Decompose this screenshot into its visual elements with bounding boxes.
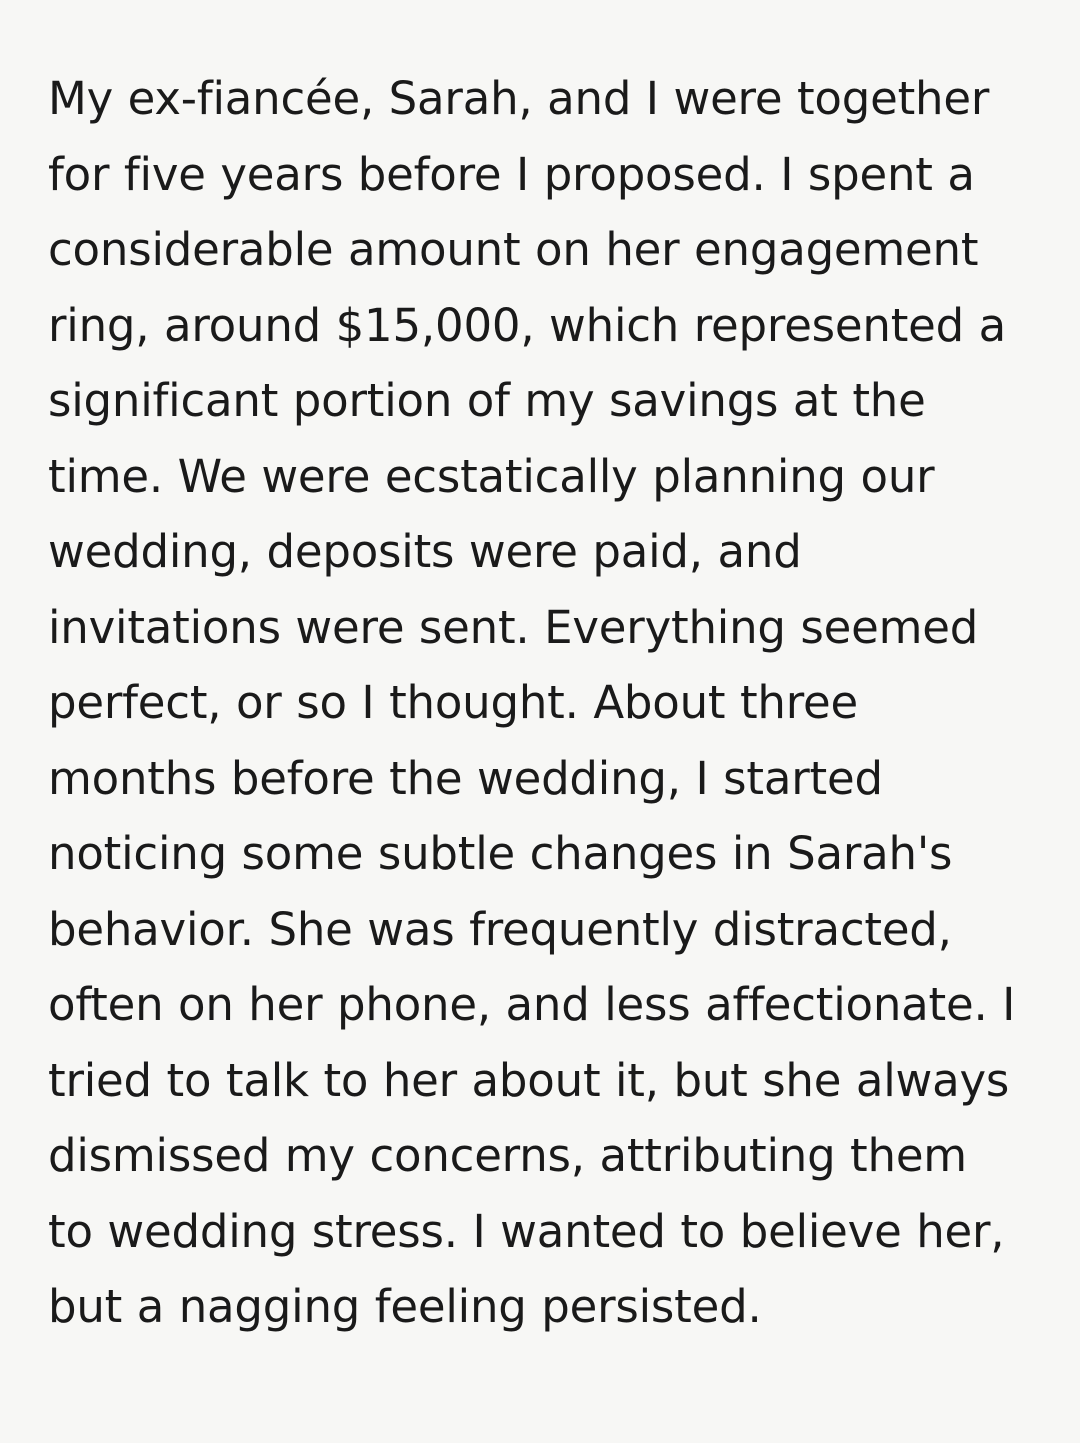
story-paragraph: My ex-fiancée, Sarah, and I were together for five years before I proposed. I spent a considerable amount on her engagement ring, around $15,000, which represented a significant portion of my savings at the time. We were ecstatically planning our wedding, deposits were paid, and invitations were sent. Everything seemed perfect, or so I thought. About three months before the wedding, I started noticing some subtle changes in Sarah's behavior. She was frequently distracted, often on her phone, and less affectionate. I tried to talk to her about it, but she always dismissed my concerns, attributing them to wedding stress. I wanted to believe her, but a nagging feeling persisted. xyxy=(48,72,1016,1333)
